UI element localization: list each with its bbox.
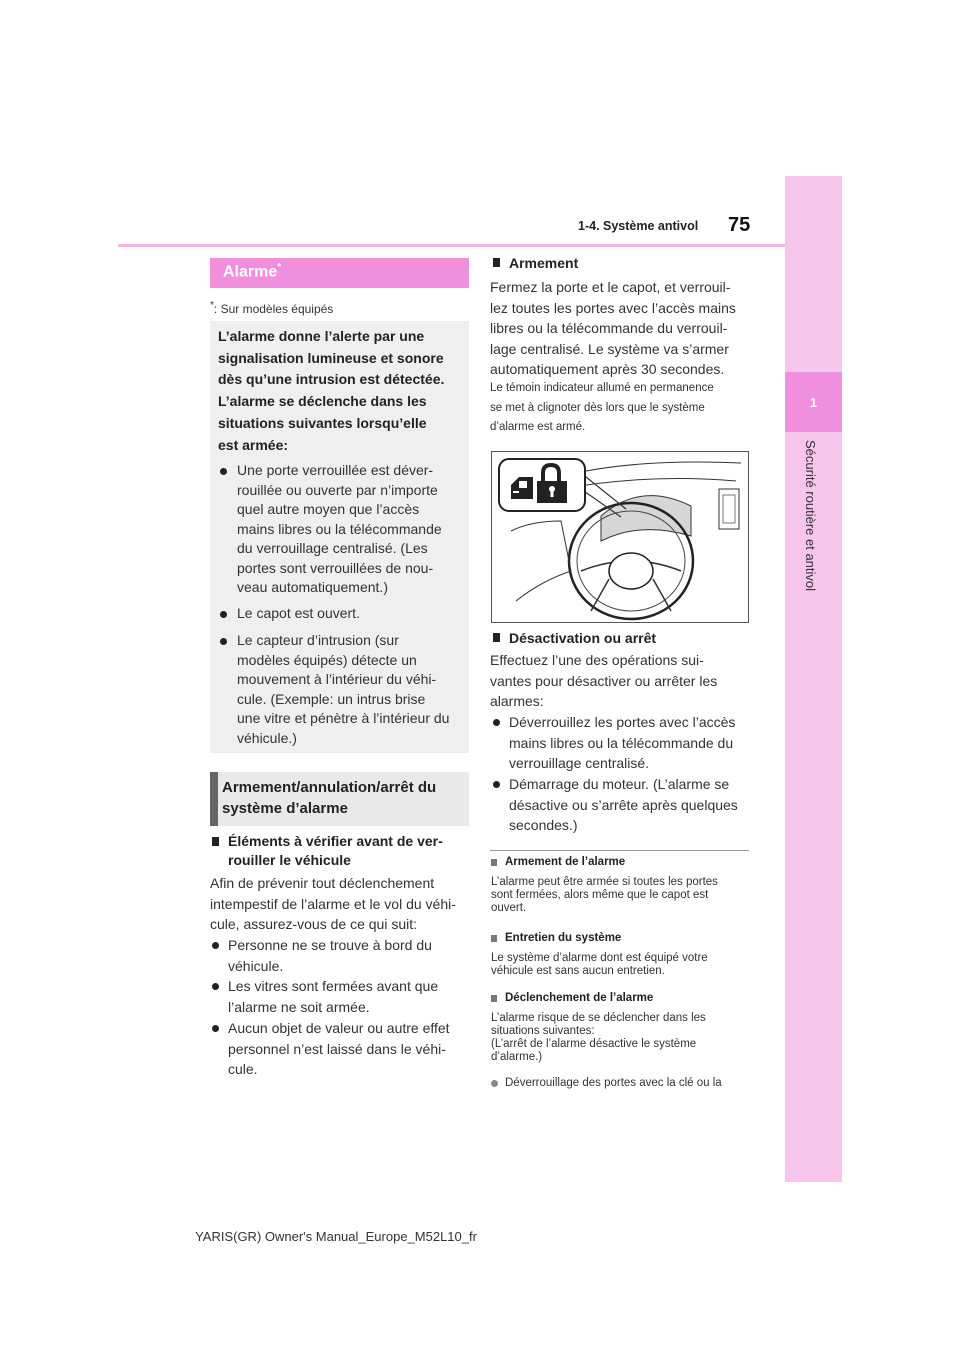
alarm-title bbox=[223, 262, 281, 281]
deactivation-heading: Désactivation ou arrêt bbox=[509, 630, 657, 646]
note-line: L’alarme risque de se déclencher dans les bbox=[491, 1012, 706, 1024]
bullet-dot bbox=[212, 942, 219, 949]
footer: YARIS(GR) Owner's Manual_Europe_M52L10_fr bbox=[195, 1229, 477, 1244]
deactivation-body bbox=[490, 650, 752, 712]
bullet-line: Personne ne se trouve à bord du bbox=[228, 937, 432, 953]
bullet-line: désactive ou s’arrête après quelques bbox=[509, 796, 738, 813]
body-line: intempestif de l’alarme et le vol du véhi- bbox=[210, 895, 456, 912]
intro-line: L’alarme se déclenche dans les bbox=[218, 393, 427, 410]
heading-line: rouiller le véhicule bbox=[228, 852, 351, 868]
note-bullet-text: Déverrouillage des portes avec la clé ou la bbox=[505, 1077, 722, 1089]
bullet-line: portes sont verrouillées de nou- bbox=[237, 559, 434, 576]
note-line: véhicule est sans aucun entretien. bbox=[491, 965, 665, 977]
note-square-icon bbox=[491, 935, 497, 942]
arming-title-line: système d’alarme bbox=[222, 800, 348, 817]
bullet-line: cule. bbox=[228, 1061, 258, 1077]
intro-line: signalisation lumineuse et sonore bbox=[218, 349, 444, 366]
arming-section-accent bbox=[210, 772, 218, 826]
note-heading: Entretien du système bbox=[505, 932, 622, 944]
small-line: d’alarme est armé. bbox=[490, 421, 586, 433]
alarm-asterisk: * bbox=[277, 262, 282, 273]
chapter-number: 1 bbox=[785, 372, 842, 432]
bullet-line: une vitre et pénètre à l’intérieur du bbox=[237, 710, 450, 726]
armement-note bbox=[490, 379, 752, 438]
header-rule bbox=[118, 244, 785, 247]
footnote-text: : Sur modèles équipés bbox=[213, 302, 334, 316]
note-line: d’alarme.) bbox=[491, 1051, 543, 1063]
deactivation-bullet bbox=[509, 712, 754, 774]
note-line: (L’arrêt de l’alarme désactive le système bbox=[491, 1038, 697, 1050]
note-body bbox=[491, 876, 753, 915]
note-body bbox=[491, 1012, 753, 1064]
bullet-line: Le capteur d’intrusion (sur bbox=[237, 632, 399, 648]
intro-line: situations suivantes lorsqu’elle bbox=[218, 414, 427, 431]
intro-line: dès qu’une intrusion est détectée. bbox=[218, 371, 445, 388]
note-line: L’alarme peut être armée si toutes les portes bbox=[491, 876, 718, 888]
footnote bbox=[210, 300, 333, 316]
note-square-icon bbox=[491, 995, 497, 1002]
heading-square-icon bbox=[493, 633, 500, 642]
intro-line: est armée: bbox=[218, 436, 289, 453]
page-number: 75 bbox=[728, 214, 751, 236]
armement-body bbox=[490, 277, 752, 380]
heading-square-icon bbox=[493, 258, 500, 267]
bullet-line: modèles équipés) détecte un bbox=[237, 651, 417, 668]
bullet-dot bbox=[220, 468, 227, 475]
bullet-line: Aucun objet de valeur ou autre effet bbox=[228, 1020, 450, 1036]
armement-heading: Armement bbox=[509, 255, 579, 271]
note-line: ouvert. bbox=[491, 902, 527, 914]
bullet-line: Déverrouillez les portes avec l’accès bbox=[509, 714, 736, 730]
bullet-line: veau automatiquement.) bbox=[237, 579, 388, 595]
small-line: se met à clignoter dès lors que le système bbox=[490, 401, 705, 414]
bullet-line: mains libres ou la télécommande du bbox=[509, 734, 734, 751]
body-line: lez toutes les portes avec l’accès mains bbox=[490, 299, 736, 316]
bullet-line: mouvement à l’intérieur du véhi- bbox=[237, 671, 437, 687]
check-bullet bbox=[228, 935, 470, 976]
intro-line: L’alarme donne l’alerte par une bbox=[218, 328, 425, 344]
note-line: sont fermées, alors même que le capot est bbox=[491, 889, 709, 901]
notes-divider bbox=[490, 850, 749, 851]
note-heading: Armement de l’alarme bbox=[505, 856, 626, 868]
bullet-line: Le capot est ouvert. bbox=[237, 605, 360, 621]
section-title: 1-4. Système antivol bbox=[578, 219, 699, 233]
bullet-line: l’alarme ne soit armée. bbox=[228, 998, 370, 1015]
body-line: lage centralisé. Le système va s’armer bbox=[490, 340, 729, 357]
dashboard-indicator-illustration bbox=[491, 451, 749, 623]
heading-square-icon bbox=[212, 837, 219, 846]
bullet-line: véhicule. bbox=[228, 957, 284, 974]
bullet-dot bbox=[220, 638, 227, 645]
bullet-line: verrouillage centralisé. bbox=[509, 755, 650, 771]
check-items-body bbox=[210, 873, 472, 935]
bullet-line: Les vitres sont fermées avant que bbox=[228, 978, 439, 994]
body-line: alarmes: bbox=[490, 693, 544, 709]
note-heading: Déclenchement de l’alarme bbox=[505, 992, 654, 1004]
bullet-line: Démarrage du moteur. (L’alarme se bbox=[509, 776, 730, 792]
bullet-line: Une porte verrouillée est déver- bbox=[237, 462, 434, 478]
note-body bbox=[491, 952, 753, 978]
check-items-heading bbox=[228, 832, 470, 870]
note-line: situations suivantes: bbox=[491, 1025, 595, 1037]
body-line: automatiquement après 30 secondes. bbox=[490, 361, 725, 377]
heading-line: Éléments à vérifier avant de ver- bbox=[228, 833, 443, 849]
bullet-line: véhicule.) bbox=[237, 729, 297, 746]
arming-title-line: Armement/annulation/arrêt du bbox=[222, 779, 437, 796]
note-square-icon bbox=[491, 859, 497, 866]
check-bullet bbox=[228, 1018, 470, 1080]
bullet-line: cule. (Exemple: un intrus brise bbox=[237, 690, 426, 707]
bullet-dot bbox=[493, 781, 500, 788]
bullet-line: du verrouillage centralisé. (Les bbox=[237, 540, 428, 556]
alarm-title-text: Alarme bbox=[223, 263, 278, 281]
bullet-dot bbox=[493, 719, 500, 726]
chapter-label: Sécurité routière et antivol bbox=[803, 440, 818, 592]
arming-section-title bbox=[222, 777, 462, 819]
bullet-line: personnel n’est laissé dans le véhi- bbox=[228, 1040, 446, 1057]
body-line: vantes pour désactiver ou arrêter les bbox=[490, 672, 718, 689]
bullet-dot bbox=[212, 983, 219, 990]
body-line: libres ou la télécommande du verrouil- bbox=[490, 320, 728, 336]
deactivation-bullet bbox=[509, 774, 754, 836]
bullet-dot bbox=[212, 1025, 219, 1032]
bullet-line: rouillée ou ouverte par n’importe bbox=[237, 481, 438, 498]
body-line: cule, assurez-vous de ce qui suit: bbox=[210, 916, 417, 932]
note-bullet-dot bbox=[491, 1080, 498, 1087]
footnote-mark: * bbox=[210, 300, 214, 311]
intro-bullet bbox=[237, 604, 467, 624]
check-bullet bbox=[228, 976, 470, 1017]
intro-bullet bbox=[237, 461, 467, 598]
bullet-dot bbox=[220, 611, 227, 618]
intro-text bbox=[218, 326, 466, 456]
bullet-line: mains libres ou la télécommande bbox=[237, 520, 442, 537]
bullet-line: secondes.) bbox=[509, 817, 578, 833]
small-line: Le témoin indicateur allumé en permanence bbox=[490, 382, 714, 394]
note-line: Le système d’alarme dont est équipé votre bbox=[491, 952, 708, 964]
bullet-line: quel autre moyen que l’accès bbox=[237, 501, 420, 517]
body-line: Fermez la porte et le capot, et verrouil- bbox=[490, 279, 731, 295]
intro-bullet bbox=[237, 631, 467, 748]
body-line: Afin de prévenir tout déclenchement bbox=[210, 875, 435, 891]
body-line: Effectuez l’une des opérations sui- bbox=[490, 652, 704, 668]
